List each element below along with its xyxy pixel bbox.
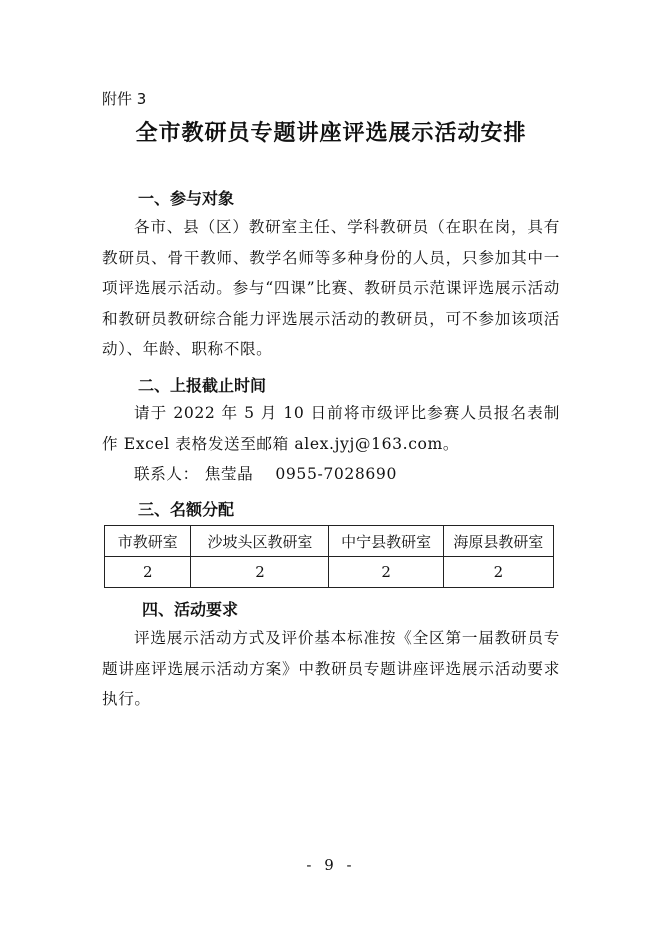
section3-heading: 三、名额分配 [138,500,235,519]
contact-phone: 0955-7028690 [275,465,397,483]
contact-line [134,462,397,484]
table-header-cell: 海原县教研室 [443,526,553,557]
table-cell: 2 [105,557,191,588]
table-row [105,557,554,588]
table-cell: 2 [329,557,443,588]
page-number: - 9 - [306,856,356,874]
contact-label: 联系人： [134,465,199,483]
section4-body: 评选展示活动方式及评价基本标准按《全区第一届教研员专题讲座评选展示活动方案》中教研员专题讲座评选展示活动要求执行。 [102,629,560,708]
contact-name: 焦莹晶 [204,465,254,483]
table-header-cell: 沙坡头区教研室 [191,526,329,557]
section1-heading: 一、参与对象 [138,189,235,208]
table-header-cell: 市教研室 [105,526,191,557]
table-header-row [105,526,554,557]
section4-heading: 四、活动要求 [142,600,239,619]
document-title: 全市教研员专题讲座评选展示活动安排 [135,121,527,146]
table-header-cell: 中宁县教研室 [329,526,443,557]
quota-table [104,525,554,588]
table-cell: 2 [191,557,329,588]
table-cell: 2 [443,557,553,588]
section1-body: 各市、县（区）教研室主任、学科教研员（在职在岗，具有教研员、骨干教师、教学名师等多种身份的人员，只参加其中一项评选展示活动。参与“四课”比赛、教研员示范课评选展示活动和教研员教研综合能力评选展示活动的教研员，可不参加该项活动）、年龄、职称不限。 [102,218,560,358]
section2-body: 请于 2022 年 5 月 10 日前将市级评比参赛人员报名表制作 Excel 表格发送至邮箱 alex.jyj@163.com。 [102,404,560,453]
attachment-label: 附件 3 [102,90,147,108]
section2-heading: 二、上报截止时间 [138,376,267,395]
